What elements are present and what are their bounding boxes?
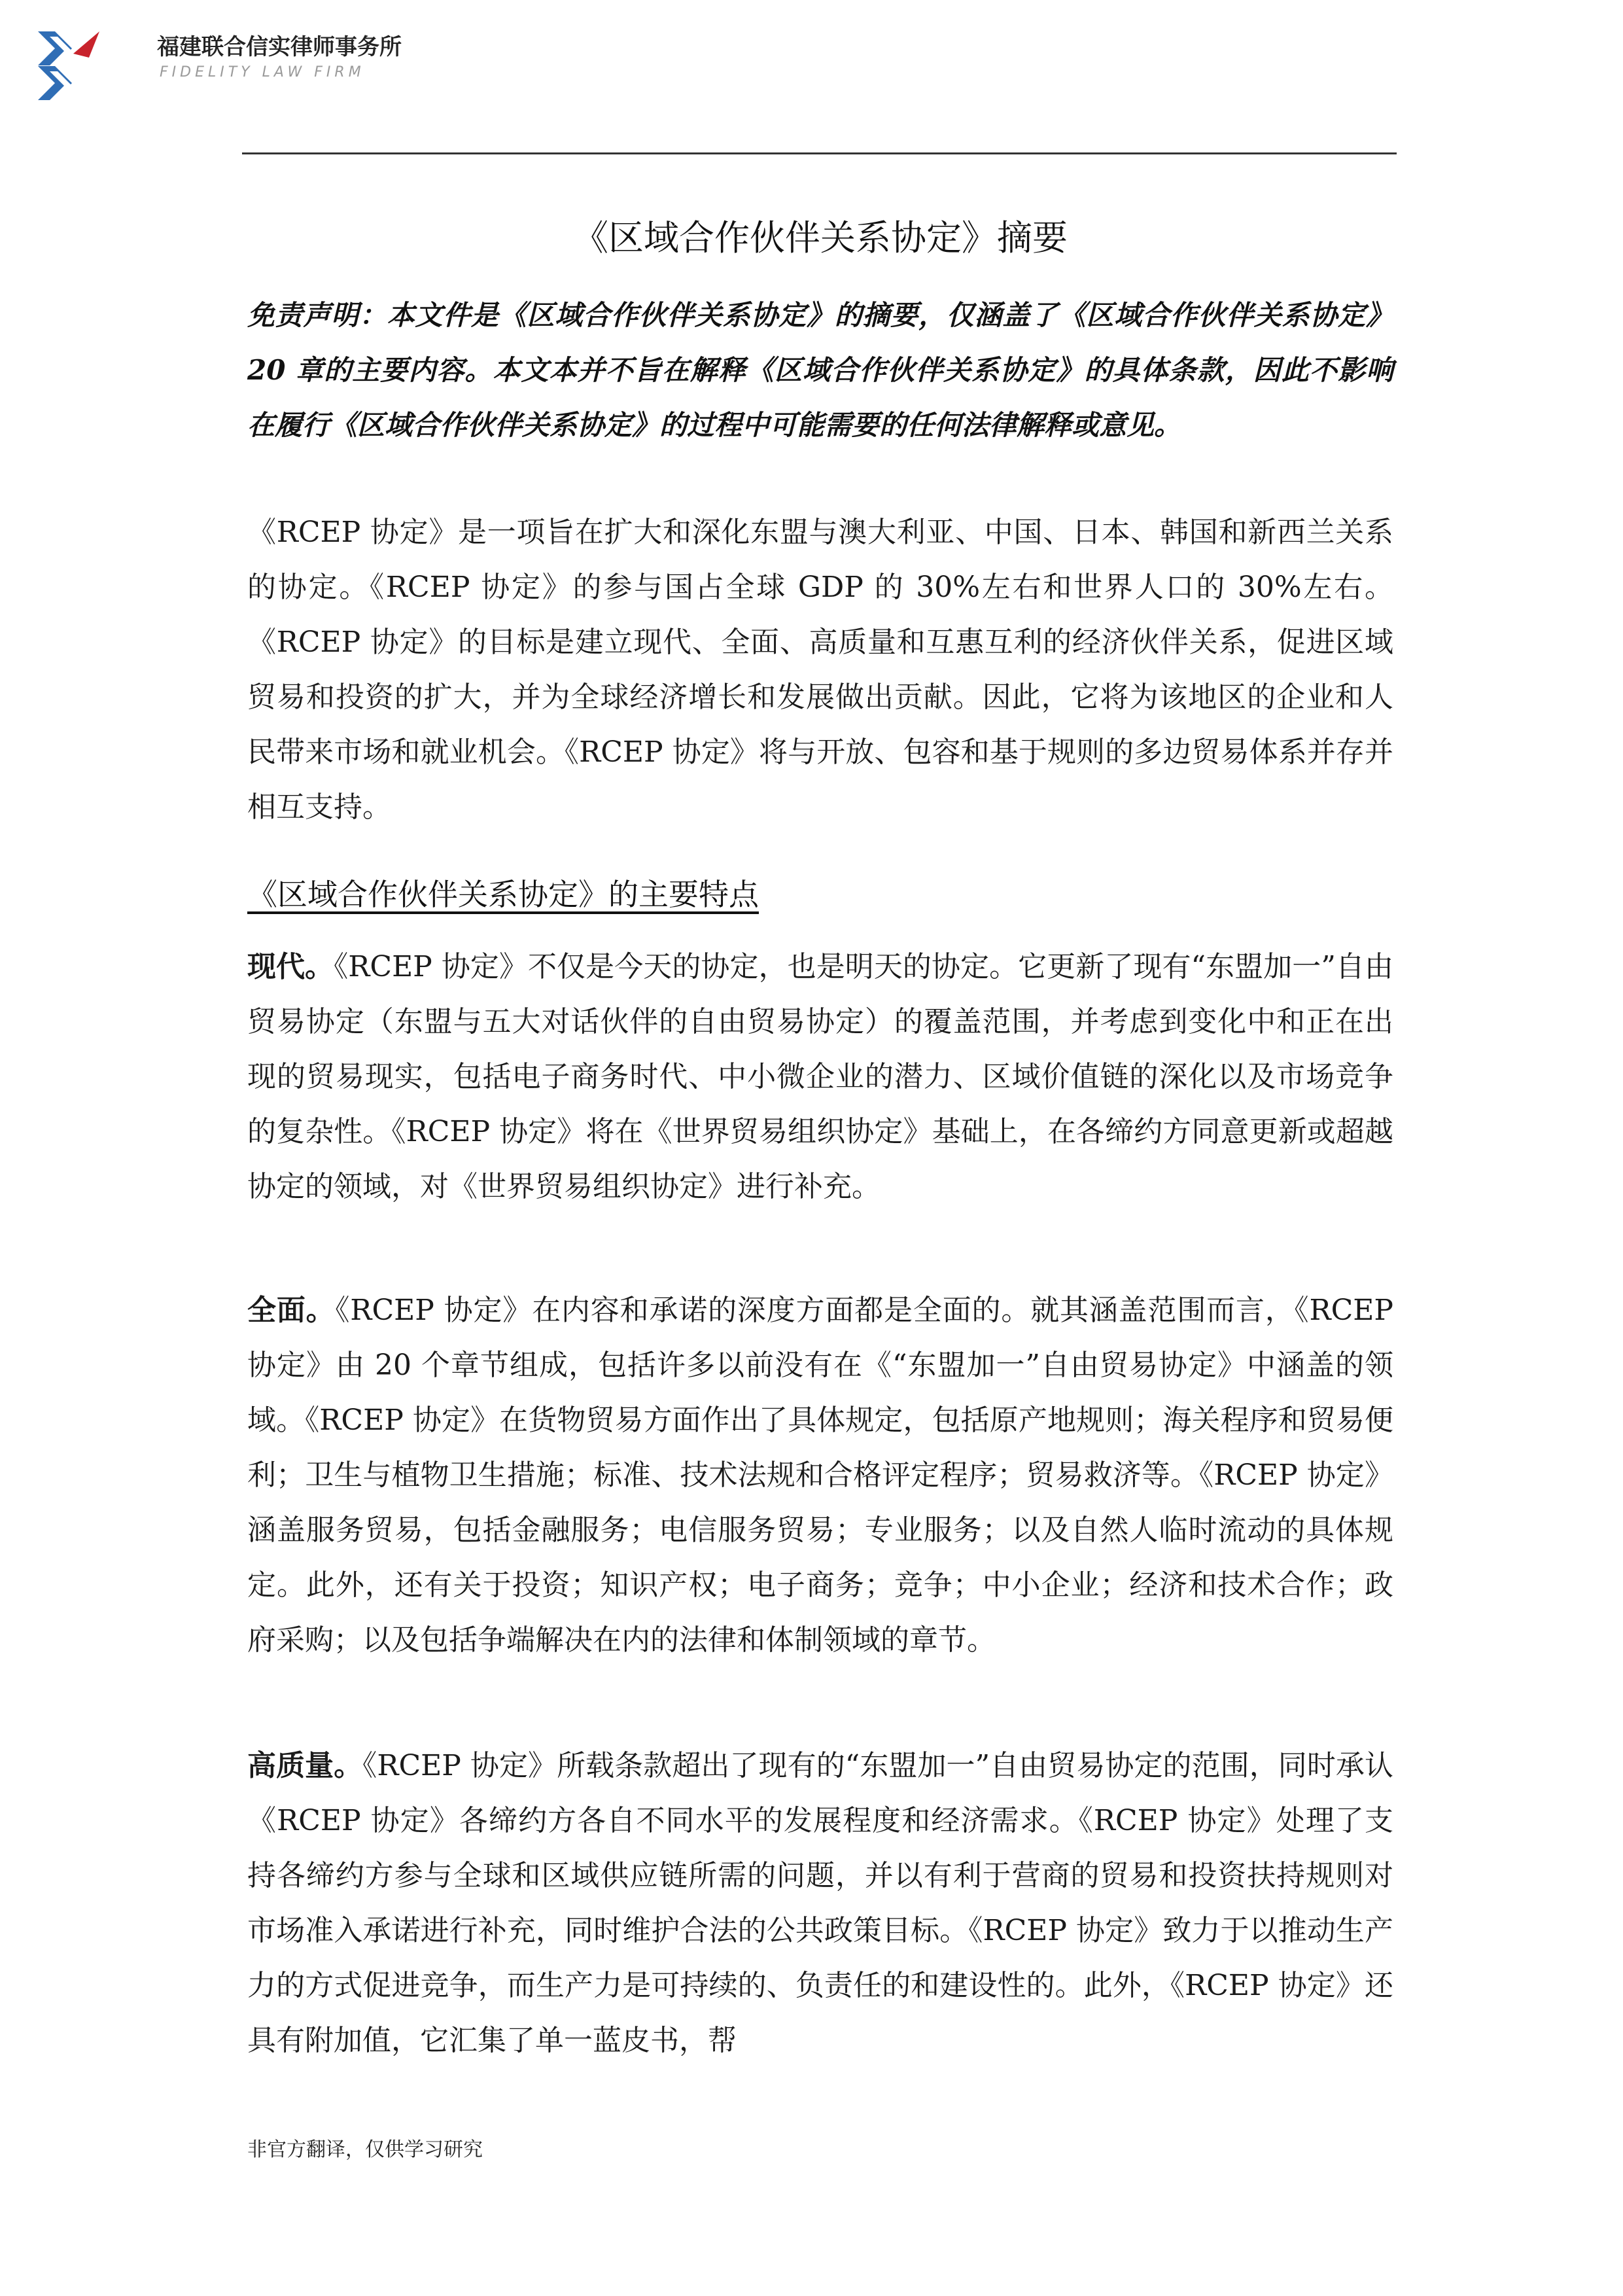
feature-lead: 全面。 bbox=[247, 1294, 336, 1327]
feature-paragraph-high-quality bbox=[247, 1739, 1393, 2068]
feature-paragraph-modern bbox=[247, 940, 1393, 1214]
feature-text: 《RCEP 协定》不仅是今天的协定，也是明天的协定。它更新了现有“东盟加一”自由贸易协定（东盟与五大对话伙伴的自由贸易协定）的覆盖范围，并考虑到变化中和正在出现的贸易现实，包括电子商务时代、中小微企业的潜力、区域价值链的深化以及市场竞争的复杂性。《RCEP 协定》将在《世界贸易组织协定》基础上，在各缔约方同意更新或超越协定的领域，对《世界贸易组织协定》进行补充。 bbox=[247, 950, 1393, 1203]
feature-paragraph-comprehensive bbox=[247, 1283, 1393, 1668]
intro-paragraph: 《RCEP 协定》是一项旨在扩大和深化东盟与澳大利亚、中国、日本、韩国和新西兰关系的协定。《RCEP 协定》的参与国占全球 GDP 的 30%左右和世界人口的 30%左右。《RCEP 协定》的目标是建立现代、全面、高质量和互惠互利的经济伙伴关系，促进区域贸易和投资的扩大，并为全球经济增长和发展做出贡献。因此，它将为该地区的企业和人民带来市场和就业机会。《RCEP 协定》将与开放、包容和基于规则的多边贸易体系并存并相互支持。 bbox=[247, 516, 1393, 824]
feature-text: 《RCEP 协定》在内容和承诺的深度方面都是全面的。就其涵盖范围而言，《RCEP 协定》由 20 个章节组成，包括许多以前没有在《“东盟加一”自由贸易协定》中涵盖的领域。《RCEP 协定》在货物贸易方面作出了具体规定，包括原产地规则；海关程序和贸易便利；卫生与植物卫生措施；标准、技术法规和合格评定程序；贸易救济等。《RCEP 协定》涵盖服务贸易，包括金融服务；电信服务贸易；专业服务；以及自然人临时流动的具体规定。此外，还有关于投资；知识产权；电子商务；竞争；中小企业；经济和技术合作；政府采购；以及包括争端解决在内的法律和体制领域的章节。 bbox=[247, 1294, 1393, 1657]
document-title: 《区域合作伙伴关系协定》摘要 bbox=[573, 217, 1068, 258]
header-divider bbox=[242, 152, 1397, 154]
feature-lead: 现代。 bbox=[247, 950, 334, 983]
firm-name-english: FIDELITY LAW FIRM bbox=[160, 64, 365, 80]
firm-logo bbox=[34, 31, 99, 100]
firm-name: 福建联合信实律师事务所 bbox=[157, 34, 402, 60]
feature-text: 《RCEP 协定》所载条款超出了现有的“东盟加一”自由贸易协定的范围，同时承认《RCEP 协定》各缔约方各自不同水平的发展程度和经济需求。《RCEP 协定》处理了支持各缔约方参与全球和区域供应链所需的问题，并以有利于营商的贸易和投资扶持规则对市场准入承诺进行补充，同时维护合法的公共政策目标。《RCEP 协定》致力于以推动生产力的方式促进竞争，而生产力是可持续的、负责任的和建设性的。此外，《RCEP 协定》还具有附加值，它汇集了单一蓝皮书，帮 bbox=[247, 1749, 1393, 2057]
disclaimer-paragraph: 免责声明：本文件是《区域合作伙伴关系协定》的摘要，仅涵盖了《区域合作伙伴关系协定》20 章的主要内容。本文本并不旨在解释《区域合作伙伴关系协定》的具体条款，因此不影响在履行《区域合作伙伴关系协定》的过程中可能需要的任何法律解释或意见。 bbox=[247, 299, 1393, 441]
feature-lead: 高质量。 bbox=[247, 1749, 363, 1782]
footer-note: 非官方翻译，仅供学习研究 bbox=[247, 2138, 483, 2161]
section-heading-main-features: 《区域合作伙伴关系协定》的主要特点 bbox=[247, 877, 759, 912]
